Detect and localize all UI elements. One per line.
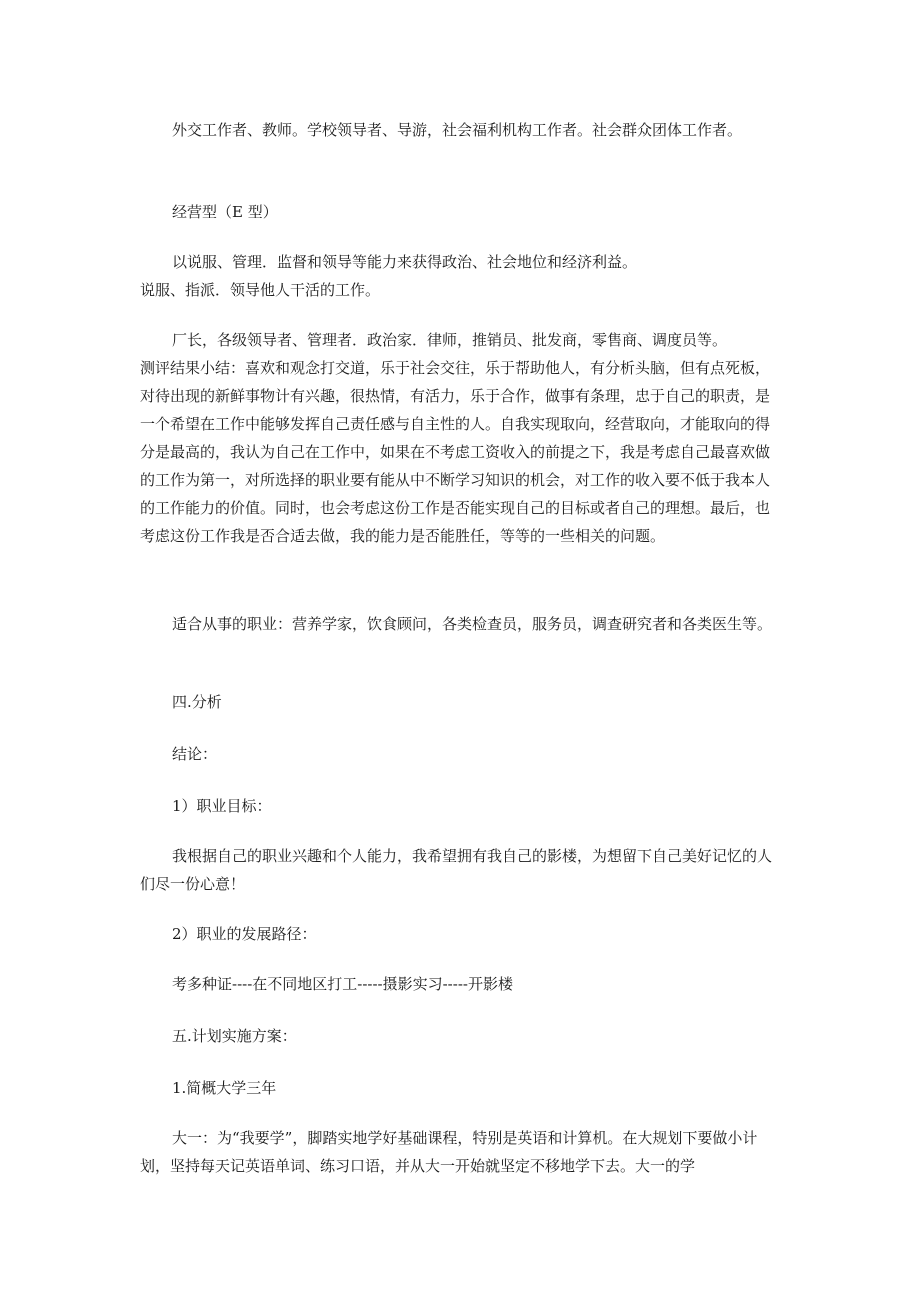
heading-career-goal: 1）职业目标： [172,797,272,815]
paragraph-career-goal: 我根据自己的职业兴趣和个人能力，我希望拥有我自己的影楼，为想留下自己美好记忆的人们尽一份心意！ [140,847,773,893]
paragraph-enterprising-desc: 以说服、管理．监督和领导等能力来获得政治、社会地位和经济利益。 [172,253,638,271]
heading-enterprising-type: 经营型（E 型） [172,203,278,221]
heading-conclusion: 结论： [172,745,218,763]
heading-section-five: 五.计划实施方案： [172,1027,297,1045]
paragraph-enterprising-occupations: 厂长，各级领导者、管理者．政治家．律师，推销员、批发商，零售商、调度员等。 [172,331,728,349]
heading-section-four: 四.分析 [172,693,222,711]
heading-university-overview: 1.简概大学三年 [172,1079,277,1097]
paragraph-assessment-summary: 测评结果小结：喜欢和观念打交道，乐于社会交往，乐于帮助他人，有分析头脑，但有点死板，对待出现的新鲜事物计有兴趣，很热情，有活力，乐于合作，做事有条理，忠于自己的职责，是一个希望在工作中能够发挥自己责任感与自主性的人。自我实现取向，经营取向，才能取向的得分是最高的，我认为自己在工作中，如果在不考虑工资收入的前提之下，我是考虑自己最喜欢做的工作为第一，对所选择的职业要有能从中不断学习知识的机会，对工作的收入要不低于我本人的工作能力的价值。同时，也会考虑这份工作是否能实现自己的目标或者自己的理想。最后，也考虑这份工作我是否合适去做，我的能力是否能胜任，等等的一些相关的问题。 [140,359,771,545]
paragraph-suitable-occupations: 适合从事的职业：营养学家，饮食顾问，各类检查员，服务员，调查研究者和各类医生等。 [172,615,773,633]
paragraph-enterprising-work: 说服、指派．领导他人干活的工作。 [140,281,381,299]
paragraph-career-path: 考多种证----在不同地区打工-----摄影实习-----开影楼 [172,975,513,993]
paragraph-occupations-social: 外交工作者、教师。学校领导者、导游，社会福利机构工作者。社会群众团体工作者。 [172,121,743,139]
paragraph-freshman-plan: 大一：为“我要学”，脚踏实地学好基础课程，特别是英语和计算机。在大规划下要做小计划，坚持每天记英语单词、练习口语，并从大一开始就坚定不移地学下去。大一的学 [140,1129,758,1175]
heading-career-path: 2）职业的发展路径： [172,925,317,943]
